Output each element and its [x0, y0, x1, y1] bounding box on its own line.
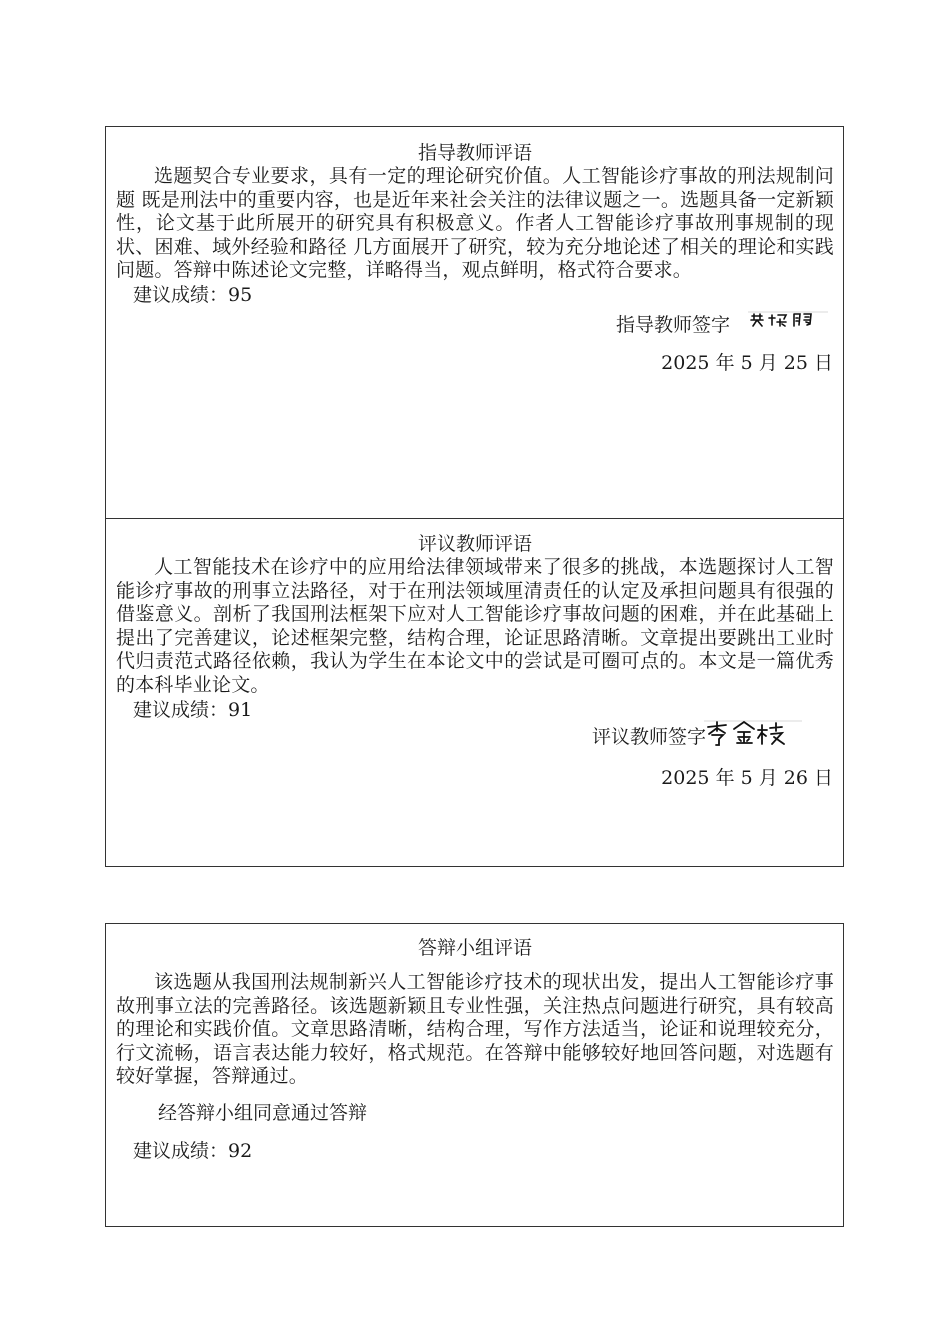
advisor-comment-text: 选题契合专业要求，具有一定的理论研究价值。人工智能诊疗事故的刑法规制问题 既是刑法中的重要内容，也是近年来社会关注的法律议题之一。选题具备一定新颖性，论文基于此所展开的研究具有积极意义。作者人工智能诊疗事故刑事规制的现状、困难、域外经验和路径 几方面展开了研究，较为充分地论述了相关的理论和实践问题。答辩中陈述论文完整，详略得当，观点鲜明，格式符合要求。 [116, 165, 834, 282]
handwritten-signature-icon [704, 717, 804, 747]
handwritten-signature-icon [748, 311, 828, 329]
advisor-comment-title: 指导教师评语 [417, 142, 532, 164]
reviewer-signature-row [116, 725, 834, 749]
committee-suggested-grade: 建议成绩：92 [133, 1139, 253, 1162]
committee-decision: 经答辩小组同意通过答辩 [158, 1101, 368, 1124]
teacher-comments-table [105, 126, 844, 867]
committee-comments-table [105, 923, 844, 1227]
committee-comment-title: 答辩小组评语 [417, 937, 532, 959]
reviewer-comment-text: 人工智能技术在诊疗中的应用给法律领域带来了很多的挑战，本选题探讨人工智能诊疗事故的刑事立法路径，对于在刑法领域厘清责任的认定及承担问题具有很强的借鉴意义。剖析了我国刑法框架下应对人工智能诊疗事故问题的困难，并在此基础上提出了完善建议，论述框架完整，结构合理，论证思路清晰。文章提出要跳出工业时代归责范式路径依赖，我认为学生在本论文中的尝试是可圈可点的。本文是一篇优秀的本科毕业论文。 [116, 556, 834, 696]
reviewer-comment-date: 2025 年 5 月 26 日 [661, 766, 833, 789]
reviewer-comment-section [106, 532, 843, 790]
advisor-comment-section [106, 141, 843, 375]
advisor-comment-date: 2025 年 5 月 25 日 [661, 351, 833, 374]
advisor-signature-row [116, 311, 834, 337]
advisor-suggested-grade: 建议成绩：95 [133, 283, 253, 306]
committee-comment-text: 该选题从我国刑法规制新兴人工智能诊疗技术的现状出发，提出人工智能诊疗事故刑事立法的完善路径。该选题新颖且专业性强，关注热点问题进行研究，具有较高的理论和实践价值。文章思路清晰，结构合理，写作方法适当，论证和说理较充分，行文流畅，语言表达能力较好，格式规范。在答辩中能够较好地回答问题，对选题有较好掌握，答辩通过。 [116, 971, 834, 1088]
reviewer-signature-label: 评议教师签字 [591, 725, 706, 748]
committee-comment-section [106, 936, 843, 1163]
advisor-signature-label: 指导教师签字 [615, 313, 730, 336]
reviewer-suggested-grade: 建议成绩：91 [133, 698, 253, 721]
section-divider [106, 518, 843, 519]
reviewer-comment-title: 评议教师评语 [417, 533, 532, 555]
advisor-signature-image [748, 311, 828, 329]
